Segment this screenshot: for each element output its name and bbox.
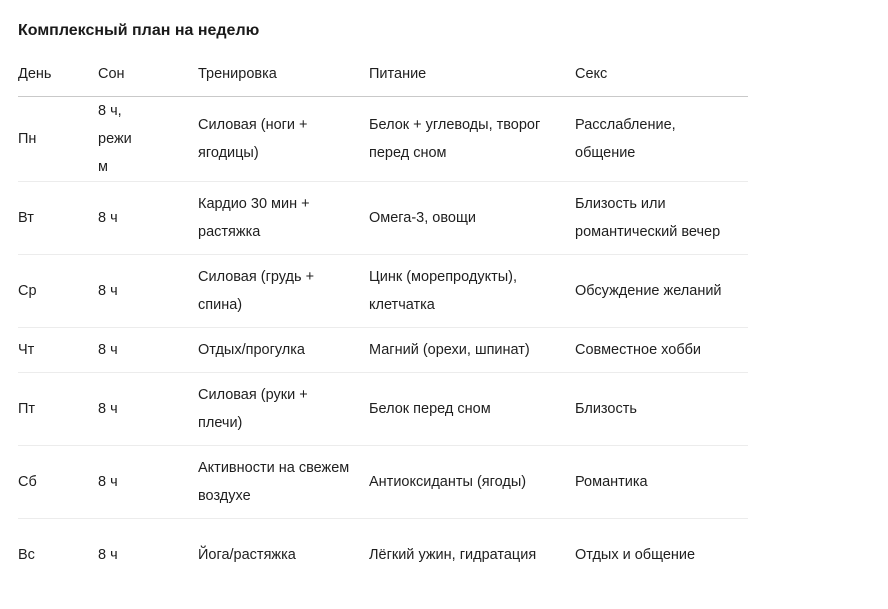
cell-sleep [98, 328, 198, 373]
cell-text: Пт [18, 401, 36, 417]
cell-sleep [98, 255, 198, 328]
cell-text: Белок перед сном [369, 401, 491, 417]
cell-training [198, 97, 369, 182]
table-row [18, 97, 748, 182]
cell-day [18, 519, 98, 592]
page-title: Комплексный план на неделю [18, 22, 260, 39]
cell-text: Вс [18, 547, 35, 563]
cell-nutrition [369, 97, 575, 182]
cell-nutrition [369, 519, 575, 592]
cell-text: Цинк (морепродукты), клетчатка [369, 269, 517, 313]
cell-text: Сб [18, 474, 37, 490]
cell-text: Пн [18, 131, 37, 147]
cell-sleep [98, 519, 198, 592]
cell-text: 8 ч, режим [98, 103, 132, 175]
table-header-row [18, 52, 748, 97]
cell-text: Обсуждение желаний [575, 283, 722, 299]
table-row [18, 255, 748, 328]
cell-day [18, 446, 98, 519]
cell-text: Вт [18, 210, 34, 226]
cell-day [18, 182, 98, 255]
cell-text: Романтика [575, 474, 648, 490]
cell-sex [575, 373, 748, 446]
cell-text: 8 ч [98, 474, 118, 490]
cell-text: Кардио 30 мин + растяжка [198, 196, 310, 240]
cell-day [18, 328, 98, 373]
cell-nutrition [369, 255, 575, 328]
cell-text: Силовая (грудь + спина) [198, 269, 315, 313]
header-sleep: Сон [98, 52, 198, 97]
cell-text: Чт [18, 342, 35, 358]
cell-sex [575, 97, 748, 182]
cell-nutrition [369, 446, 575, 519]
cell-text: Близость или романтический вечер [575, 196, 721, 240]
table-row [18, 373, 748, 446]
cell-training [198, 255, 369, 328]
cell-text: Магний (орехи, шпинат) [369, 342, 530, 358]
cell-text: 8 ч [98, 342, 118, 358]
cell-training [198, 446, 369, 519]
cell-text: Антиоксиданты (ягоды) [369, 474, 527, 490]
cell-training [198, 328, 369, 373]
cell-day [18, 255, 98, 328]
cell-text: Совместное хобби [575, 342, 702, 358]
cell-sleep [98, 182, 198, 255]
cell-text: 8 ч [98, 401, 118, 417]
cell-text: 8 ч [98, 210, 118, 226]
cell-text: Активности на свежем воздухе [198, 460, 350, 504]
header-nutrition: Питание [369, 52, 575, 97]
table-row [18, 446, 748, 519]
cell-nutrition [369, 182, 575, 255]
cell-text: Омега-3, овощи [369, 210, 476, 226]
cell-nutrition [369, 328, 575, 373]
cell-sleep [98, 97, 198, 182]
cell-sex [575, 519, 748, 592]
cell-text: Ср [18, 283, 37, 299]
cell-sex [575, 446, 748, 519]
cell-text: Отдых/прогулка [198, 342, 305, 358]
cell-text: Белок + углеводы, творог перед сном [369, 117, 541, 161]
cell-text: Силовая (руки + плечи) [198, 387, 308, 431]
cell-text: 8 ч [98, 547, 118, 563]
cell-text: 8 ч [98, 283, 118, 299]
cell-text: Йога/растяжка [198, 547, 296, 563]
header-training: Тренировка [198, 52, 369, 97]
table-row [18, 182, 748, 255]
cell-sex [575, 255, 748, 328]
cell-sleep [98, 446, 198, 519]
cell-training [198, 519, 369, 592]
cell-text: Близость [575, 401, 637, 417]
cell-training [198, 182, 369, 255]
cell-training [198, 373, 369, 446]
cell-nutrition [369, 373, 575, 446]
header-day: День [18, 52, 98, 97]
cell-text: Силовая (ноги + ягодицы) [198, 117, 308, 161]
cell-text: Отдых и общение [575, 547, 696, 563]
cell-sex [575, 328, 748, 373]
cell-text: Расслабление, общение [575, 117, 676, 161]
table-row [18, 328, 748, 373]
header-sex: Секс [575, 52, 748, 97]
table-row [18, 519, 748, 592]
cell-sleep [98, 373, 198, 446]
cell-sex [575, 182, 748, 255]
weekly-plan-table [18, 52, 748, 591]
cell-day [18, 373, 98, 446]
cell-text: Лёгкий ужин, гидратация [369, 547, 537, 563]
cell-day [18, 97, 98, 182]
